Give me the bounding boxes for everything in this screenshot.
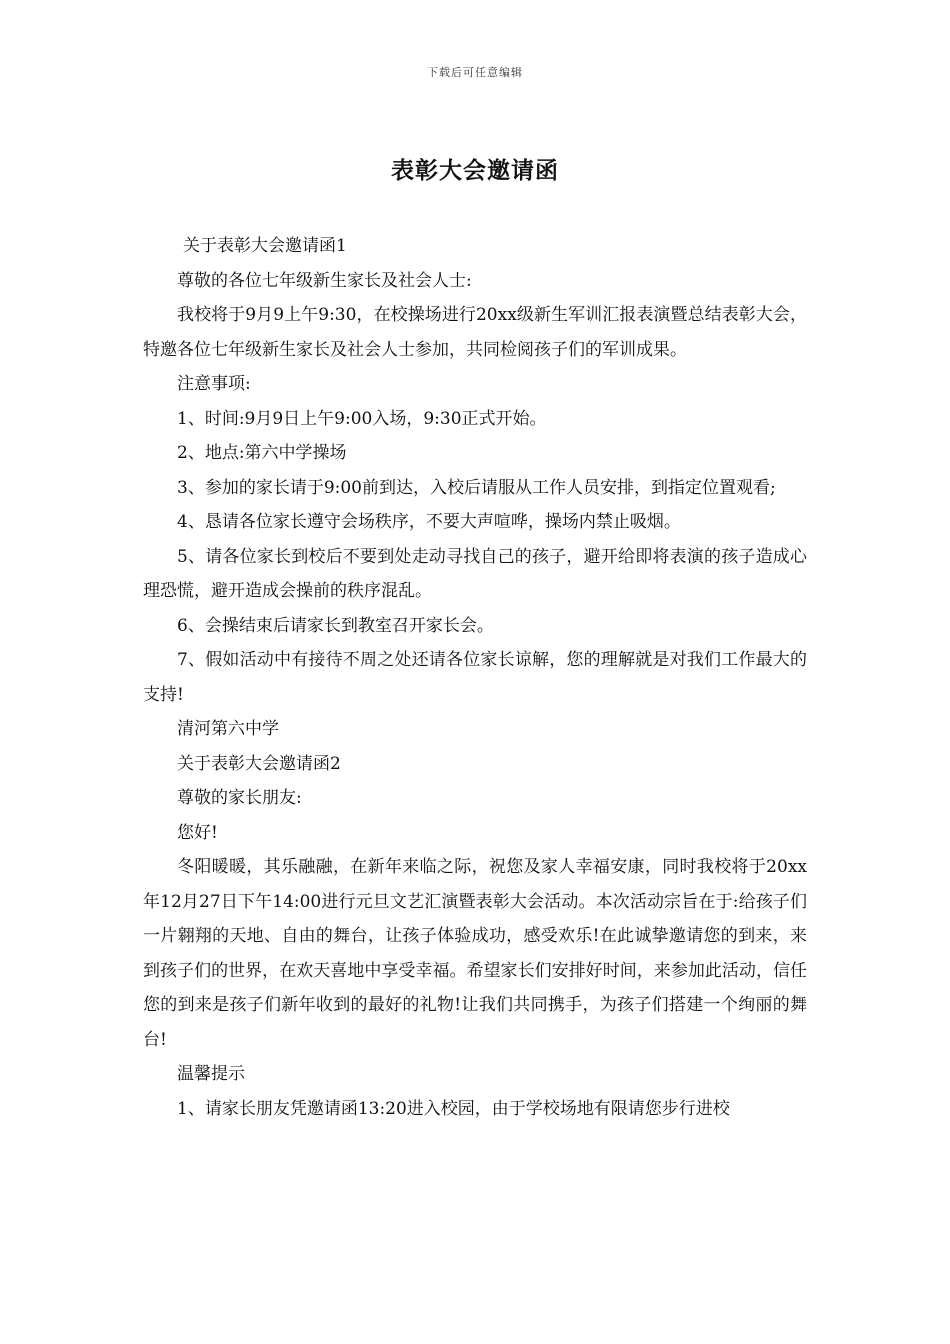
greeting: 您好! bbox=[177, 822, 218, 843]
header-note: 下载后可任意编辑 bbox=[427, 66, 523, 79]
note-item-5: 5、请各位家长到校后不要到处走动寻找自己的孩子，避开给即将表演的孩子造成心理恐慌，避开造成会操前的秩序混乱。 bbox=[143, 546, 807, 601]
note-item-1: 1、时间:9月9日上午9:00入场，9:30正式开始。 bbox=[177, 408, 547, 429]
note-item-4: 4、恳请各位家长遵守会场秩序，不要大声喧哗，操场内禁止吸烟。 bbox=[177, 512, 681, 532]
signature: 清河第六中学 bbox=[177, 719, 279, 739]
document-title: 表彰大会邀请函 bbox=[391, 157, 559, 184]
note-item-3: 3、参加的家长请于9:00前到达，入校后请服从工作人员安排，到指定位置观看; bbox=[177, 477, 776, 498]
salutation-2: 尊敬的家长朋友: bbox=[177, 788, 302, 808]
body-paragraph-2: 冬阳暖暖，其乐融融，在新年来临之际，祝您及家人幸福安康，同时我校将于20xx年12月27日下午14:00进行元旦文艺汇演暨表彰大会活动。本次活动宗旨在于:给孩子们一片翱翔的天地、自由的舞台，让孩子体验成功，感受欢乐!在此诚挚邀请您的到来，来到孩子们的世界，在欢天喜地中享受幸福。希望家长们安排好时间，来参加此活动，信任您的到来是孩子们新年收到的最好的礼物!让我们共同携手，为孩子们搭建一个绚丽的舞台! bbox=[143, 857, 807, 1050]
document-body bbox=[143, 229, 807, 1126]
note-item-7: 7、假如活动中有接待不周之处还请各位家长谅解，您的理解就是对我们工作最大的支持! bbox=[143, 650, 807, 705]
notes-heading: 注意事项: bbox=[177, 374, 251, 394]
note-item-6: 6、会操结束后请家长到教室召开家长会。 bbox=[177, 615, 494, 636]
tip-item-1: 1、请家长朋友凭邀请函13:20进入校园，由于学校场地有限请您步行进校 bbox=[177, 1098, 730, 1119]
note-item-2: 2、地点:第六中学操场 bbox=[177, 443, 347, 463]
section-heading-2: 关于表彰大会邀请函2 bbox=[177, 753, 341, 774]
tips-heading: 温馨提示 bbox=[177, 1064, 245, 1084]
section-heading-1: 关于表彰大会邀请函1 bbox=[183, 236, 347, 256]
body-paragraph: 我校将于9月9上午9:30，在校操场进行20xx级新生军训汇报表演暨总结表彰大会，特邀各位七年级新生家长及社会人士参加，共同检阅孩子们的军训成果。 bbox=[143, 305, 807, 360]
salutation-1: 尊敬的各位七年级新生家长及社会人士: bbox=[177, 270, 472, 291]
